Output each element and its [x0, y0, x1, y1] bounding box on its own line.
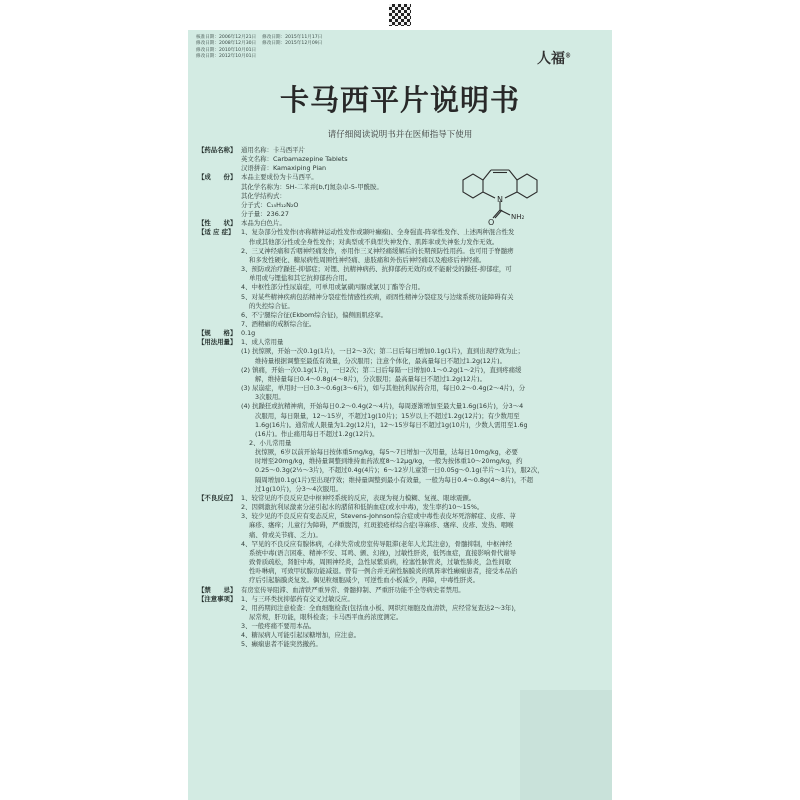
text-line: 汉语拼音：Kamaxiping Pian — [241, 164, 327, 173]
text-line: 疗后引起脑膜炎复发。偶见粒细胞减少，可逆性血小板减少，再障，中毒性肝炎。 — [249, 576, 480, 585]
section-label: 【用法用量】 — [198, 338, 237, 347]
text-line: 4、罕见的不良反应有腺体病，心律失常或房室传导阻滞(老年人尤其注意)，骨髓抑制，中枢神经 — [241, 539, 513, 548]
section-label: 【注意事项】 — [198, 594, 237, 603]
section-label: 【性 状】 — [198, 219, 237, 228]
section-dosage — [198, 338, 596, 494]
text-line: 作或其他部分性或全身性发作；对典型或不典型失神发作、肌阵挛或失神张力发作无效。 — [249, 237, 499, 246]
document-title: 卡马西平片说明书 — [279, 83, 520, 117]
section-label: 【适 应 症】 — [198, 228, 235, 237]
text-line: 1、复杂部分性发作(亦称精神运动性发作或颞叶癫痫)、全身强直-阵挛性发作、上述两种混合性发 — [241, 228, 515, 237]
text-line: 2、三叉神经痛和舌咽神经痛发作，亦用作三叉神经痛缓解后的长期预防性用药。也可用于脊髓痨 — [241, 246, 514, 255]
text-line: 3次服用。 — [255, 393, 285, 402]
text-line: (4) 抗躁狂或抗精神病，开始每日0.2～0.4g(2～4片)，每周逐渐增加至最大量1.6g(16片)，分3～4 — [241, 402, 524, 411]
text-line: 本品主要成份为卡马西平。 — [241, 173, 318, 182]
text-line: 5、癫痫患者不能突然撤药。 — [241, 640, 322, 649]
text-line: 3、较少见的不良反应有变态反应，Stevens-Johnson综合症或中毒性表皮坏死溶解症、皮疹、荨 — [241, 512, 516, 521]
text-line: 隔周增加0.1g(1片)至出现疗效；维持量调整到最小有效量，一般为每日0.4～0.8g(4～8片)，不超 — [255, 475, 534, 484]
section-label: 【成 份】 — [198, 173, 237, 182]
text-line: 解，维持量每日0.4～0.8g(4～8片)，分次服用；最高量每日不超过1.2g(12片)。 — [255, 374, 486, 383]
section-adverse-reactions — [198, 494, 596, 586]
amine-label: NH₂ — [511, 213, 525, 221]
text-line: 过1g(10片)，分3～4次服用。 — [255, 484, 342, 493]
leaflet-body — [198, 146, 596, 650]
text-line: 痛、骨或关节痛、乏力)。 — [249, 530, 322, 539]
text-line: 次服用，每日限量，12～15岁，不超过1g(10片)；15岁以上不超过1.2g(12片)；有少数用至 — [255, 411, 520, 420]
text-line: 其化学结构式： — [241, 191, 286, 200]
text-line: 单用或与锂盐和其它抗抑郁药合用。 — [249, 274, 352, 283]
decorative-corner-pattern — [520, 690, 612, 800]
text-line: 5、对某些精神疾病包括精神分裂症性情感性疾病，顽固性精神分裂症及与边缘系统功能障碍有关 — [241, 292, 514, 301]
text-line: 2、因刺激抗利尿激素分泌引起水的潴留和低钠血症(或水中毒)，发生率约10～15%。 — [241, 503, 484, 512]
text-line: 0.25～0.3g(2½～3片)，不超过0.4g(4片)；6～12岁儿童第一日0.05g～0.1g(半片～1片)，服2次， — [255, 466, 544, 475]
text-line: 和多发性硬化、糖尿病性周围性神经痛、患肢痛和外伤后神经痛以及疱疹后神经痛。 — [249, 255, 486, 264]
text-line: 英文名称：Carbamazepine Tablets — [241, 155, 348, 164]
nitrogen-label: N — [497, 195, 503, 204]
text-line: 麻疹、瘙痒；儿童行为障碍，严重腹泻，红斑狼疮样综合症(荨麻疹、瘙痒、皮疹、发热、咽喉 — [249, 521, 514, 530]
date-row: 修改日期：2010年10月01日 — [196, 47, 257, 53]
date-row: 修改日期：2012年10月01日 — [196, 53, 257, 59]
section-label: 【禁 忌】 — [198, 585, 237, 594]
text-line: 维持量根据调整至最低有效量，分次服用；注意个体化，最高量每日不超过1.2g(12片)。 — [255, 356, 507, 365]
text-line: 时增至20mg/kg，维持量调整到维持血药浓度8～12μg/kg，一般为按体重10～20mg/kg，约 — [255, 457, 523, 466]
text-line: (1) 抗惊厥，开始一次0.1g(1片)，一日2～3次；第二日后每日增加0.1g(1片)，直到出现疗效为止； — [241, 347, 525, 356]
text-line: 的失控综合征。 — [249, 301, 294, 310]
text-line: 系统中毒(语言困难、精神不安、耳鸣、颤、幻视)，过敏性肝炎，低钙血症，直接影响骨代谢导 — [249, 548, 517, 557]
text-line: 分子量：236.27 — [241, 210, 289, 219]
text-line: 其化学名称为：5H-二苯并[b,f]氮杂卓-5-甲酰胺。 — [241, 182, 383, 191]
text-line: 致骨质疏松，肾脏中毒，周围神经炎，急性尿紫质病，栓塞性脉管炎，过敏性肺炎，急性间歇 — [249, 558, 512, 567]
text-line: 本品为白色片。 — [241, 219, 286, 228]
revision-dates — [196, 35, 396, 60]
text-line: 分子式：C₁₅H₁₂N₂O — [241, 200, 299, 209]
text-line: 3、预防或治疗躁狂-抑郁症；对锂、抗精神病药、抗抑郁药无效的或不能耐受的躁狂-抑郁症，可 — [241, 265, 512, 274]
text-line: 尿常规，肝功能，眼科检查；卡马西平血药浓度测定。 — [249, 612, 403, 621]
section-label: 【药品名称】 — [198, 146, 237, 154]
text-line: 3、一般疼痛不要用本品。 — [241, 622, 316, 631]
text-line: 4、中枢性部分性尿崩症，可单用或氯磺丙脲或氯贝丁酯等合用。 — [241, 283, 425, 292]
section-drug-name — [198, 146, 596, 173]
text-line: 4、糖尿病人可能引起尿糖增加，应注意。 — [241, 631, 361, 640]
text-line: 1、与三环类抗抑郁药有交叉过敏反应。 — [241, 594, 354, 603]
text-line: 0.1g — [241, 329, 256, 338]
text-line: 1.6g(16片)。通常成人限量为1.2g(12片)，12～15岁每日不超过1g(10片)，少数人需用至1.6g — [255, 420, 528, 429]
text-line: (2) 镇痛，开始一次0.1g(1片)，一日2次；第二日后每隔一日增加0.1～0.2g(1～2片)，直到疼痛缓 — [241, 365, 522, 374]
text-line: (3) 尿崩症，单用时一日0.3～0.6g(3～6片)，如与其他抗利尿药合用，每日0.2～0.4g(2～4片)，分 — [241, 384, 526, 393]
date-row: 核准日期：2006年12月21日 修改日期：2015年11月17日 — [196, 35, 323, 40]
section-composition — [198, 173, 596, 219]
text-line: 1、较常见的不良反应是中枢神经系统的反应，表现为视力模糊、复视、眼球震颤。 — [241, 493, 476, 502]
section-indications — [198, 228, 596, 329]
text-line: (16片)。作止痛用每日不超过1.2g(12片)。 — [255, 429, 379, 438]
text-line: 通用名称：卡马西平片 — [241, 146, 305, 154]
text-line: 2、用药期间注意检查：全血细胞检查(包括血小板、网织红细胞及血清铁，应经常复查达2～3年)， — [241, 603, 521, 612]
text-line: 抗惊厥，6岁以前开始每日按体重5mg/kg，每5～7日增加一次用量，达每日10mg/kg，必要 — [255, 448, 518, 457]
section-label: 【规 格】 — [198, 329, 237, 338]
text-line: 性卟啉病，可致甲状腺功能减退。曾有一例合并无菌性脑膜炎的肌阵挛性癫痫患者，接受本品治 — [249, 567, 518, 576]
section-label: 【不良反应】 — [198, 493, 237, 502]
section-precautions — [198, 595, 596, 650]
text-line: 7、酒精癖的戒断综合征。 — [241, 319, 316, 328]
text-line: 有房室传导阻滞、血清铁严重异常、骨髓抑制、严重肝功能不全等病史者禁用。 — [241, 585, 465, 594]
brand-logo: 人福® — [537, 51, 571, 67]
registration-mark-top — [389, 4, 411, 26]
date-row: 修改日期：2008年12月30日 修改日期：2015年12月09日 — [196, 41, 323, 47]
text-line: 6、不宁腿综合征(Ekbom综合征)，偏侧面肌痉挛。 — [241, 310, 388, 319]
text-line: 2、小儿常用量 — [249, 439, 292, 447]
text-line: 1、成人常用量 — [241, 338, 284, 347]
document-subtitle: 请仔细阅读说明书并在医师指导下使用 — [327, 130, 473, 140]
section-specification — [198, 329, 596, 338]
section-contraindications — [198, 586, 596, 595]
oxygen-label: O — [488, 218, 495, 227]
